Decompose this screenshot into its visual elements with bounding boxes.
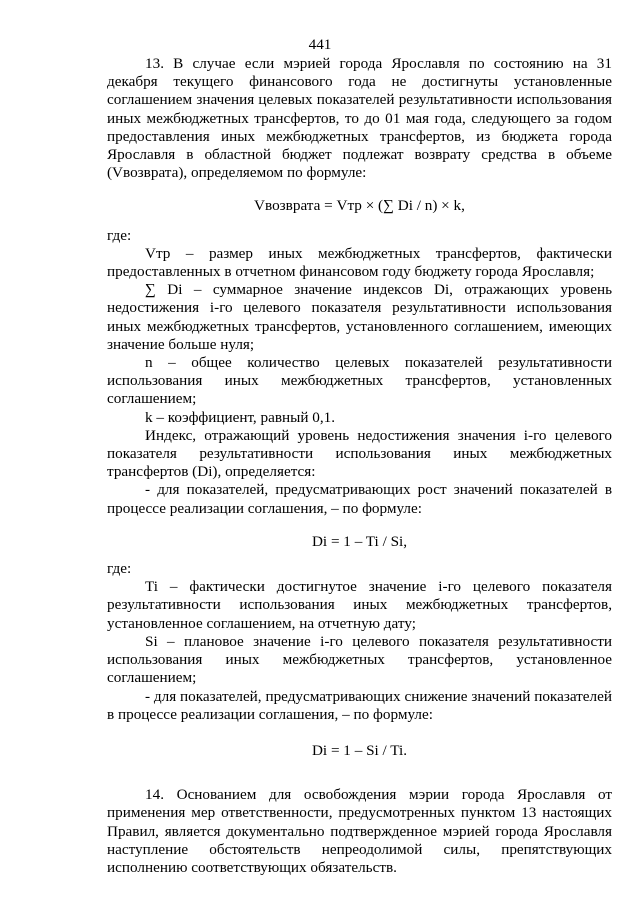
where-label-2: где: [107, 560, 132, 578]
paragraph-13: 13. В случае если мэрией города Ярославля по состоянию на 31 декабря текущего финансового года не достигнуты установленные соглашением значения целевых показателей результативности использования иных межбюджетных трансфертов, то до 01 мая года, следующего за годом предоставления иных межбюджетных трансфертов, из бюджета города Ярославля в областной бюджет подлежат возврату средства в объеме (Vвозврата), определяемом по формуле: [107, 55, 612, 182]
definition-vtr: Vтр – размер иных межбюджетных трансфертов, фактически предоставленных в отчетном финансовом году бюджету города Ярославля; [107, 244, 612, 281]
definition-ti: Ti – фактически достигнутое значение i-го целевого показателя результативности использования иных межбюджетных трансфертов, установленное соглашением, на отчетную дату; [107, 578, 612, 632]
formula-di-growth: Di = 1 – Ti / Si, [311, 532, 408, 550]
decline-case: - для показателей, предусматривающих снижение значений показателей в процессе реализации соглашения, – по формуле: [107, 687, 612, 723]
where-label: где: [107, 226, 132, 244]
formula-refund-amount: Vвозврата = Vтр × (∑ Di / n) × k, [254, 197, 465, 215]
definition-k: k – коэффициент, равный 0,1. [145, 408, 336, 426]
document-body [107, 55, 612, 877]
paragraph-14: 14. Основанием для освобождения мэрии города Ярославля от применения мер ответственности, предусмотренных пунктом 13 настоящих Правил, является документально подтвержденное мэрией города Ярославля наступление обстоятельств непреодолимой силы, препятствующих исполнению соответствующих обязательств. [107, 786, 612, 876]
growth-case: - для показателей, предусматривающих рост значений показателей в процессе реализации соглашения, – по формуле: [107, 481, 612, 517]
definition-sum-di: ∑ Di – суммарное значение индексов Di, отражающих уровень недостижения i-го целевого показателя результативности использования иных межбюджетных трансфертов, установленного соглашением, имеющих значение больше нуля; [107, 281, 612, 353]
definition-n: n – общее количество целевых показателей результативности использования иных межбюджетных трансфертов, установленных соглашением; [107, 354, 612, 408]
definition-si: Si – плановое значение i-го целевого показателя результативности использования иных межбюджетных трансфертов, установленное соглашением; [107, 632, 612, 687]
page-number: 441 [308, 36, 332, 53]
index-intro: Индекс, отражающий уровень недостижения значения i-го целевого показателя результативности использования иных межбюджетных трансфертов (Di), определяется: [107, 426, 612, 481]
formula-di-decline: Di = 1 – Si / Ti. [311, 741, 408, 759]
